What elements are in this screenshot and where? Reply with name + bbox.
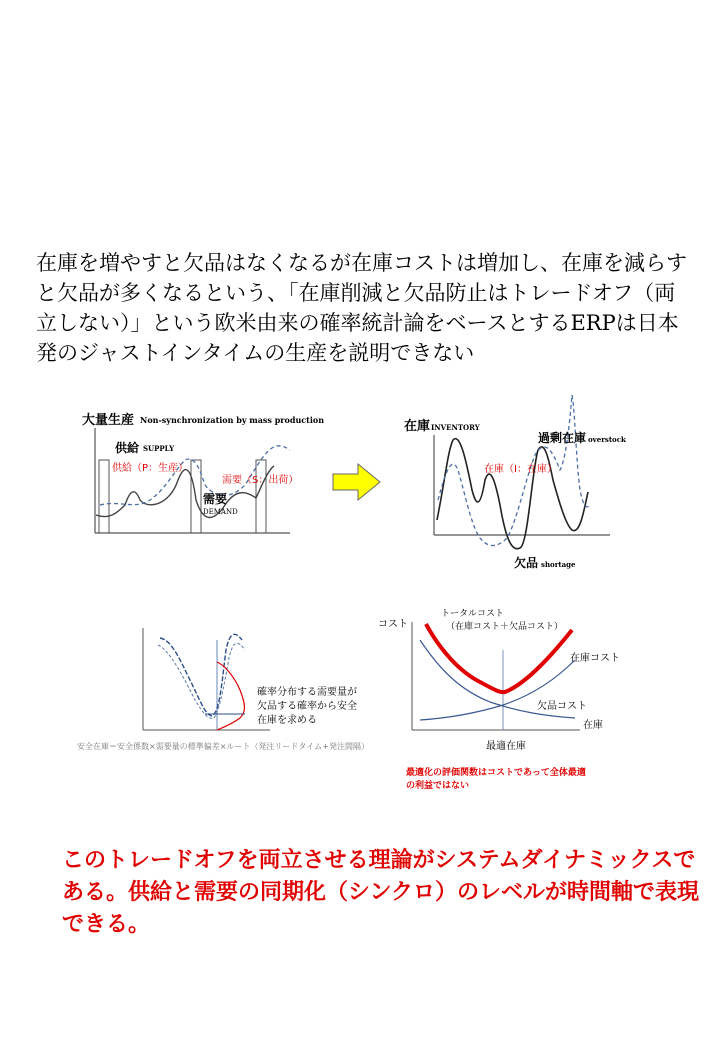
fig4-optimal-label: 最適在庫 (486, 741, 526, 752)
intro-text: 在庫を増やすと欠品はなくなるが在庫コストは増加し、在庫を減らすと欠品が多くなるという、「在庫削減と欠品防止はトレードオフ（両立しない）」という欧米由来の確率統計論をベースとするERPは日本発のジャストインタイムの生産を説明できない (36, 251, 687, 365)
fig1-supply-label: 供給 (115, 441, 140, 455)
fig4-cost-tradeoff (378, 608, 620, 791)
fig1-demand-en: DEMAND (203, 508, 238, 516)
fig4-total-line2: （在庫コスト＋欠品コスト） (446, 622, 564, 632)
fig4-inventory-cost-label: 在庫コスト (570, 653, 620, 664)
fig2-inventory (404, 395, 626, 570)
fig1-demand-label: 需要 (203, 492, 228, 506)
fig3-safety-stock (77, 628, 369, 751)
fig4-x-label: 在庫 (583, 720, 603, 731)
fig4-total-line1: トータルコスト (441, 609, 505, 619)
fig4-note-line1: 最適化の評価関数はコストであって全体最適 (406, 768, 586, 778)
fig3-distribution-curve (217, 662, 245, 730)
conclusion-text: このトレードオフを両立させる理論がシステムダイナミックスである。供給と需要の同期化（シンクロ）のレベルが時間軸で表現できる。 (62, 848, 700, 937)
fig1-title-en: Non-synchronization by mass production (140, 415, 325, 425)
fig4-total-cost-curve (426, 624, 572, 692)
fig1-supply-en: SUPPLY (143, 444, 175, 453)
fig3-note-line2: 欠品する確率から安全 (257, 701, 357, 712)
fig2-overstock-en: overstock (588, 435, 626, 444)
fig1-supply-red: 供給（P：生産） (112, 463, 189, 474)
fig4-note-line2: の利益ではない (406, 781, 470, 791)
fig1-demand-red: 需要（S：出荷） (222, 475, 299, 486)
fig3-formula: 安全在庫＝安全係数×需要量の標準偏差×ルート（発注リードタイム+発注間隔） (77, 742, 369, 751)
fig2-inventory-en: INVENTORY (431, 423, 480, 432)
fig2-inventory-curve (437, 439, 588, 549)
fig4-y-label: コスト (378, 619, 408, 630)
fig2-inventory-label: 在庫 (404, 419, 431, 434)
fig4-shortage-cost-label: 欠品コスト (537, 701, 587, 712)
arrow-right-icon (333, 464, 380, 500)
fig1-mass-production (82, 412, 324, 533)
fig2-shortage-label: 欠品 (514, 556, 539, 570)
fig1-block-1 (99, 460, 109, 533)
fig3-note-line1: 確率分布する需要量が (257, 687, 357, 698)
fig3-demand-curve-1 (160, 634, 242, 716)
fig1-title: 大量生産 (82, 413, 135, 428)
fig2-inventory-red: 在庫（I：在庫） (484, 464, 557, 475)
fig2-overstock-label: 過剰在庫 (538, 431, 587, 445)
fig3-note-line3: 在庫を求める (257, 715, 317, 726)
fig2-shortage-en: shortage (541, 560, 576, 569)
fig3-demand-curve-2 (158, 643, 245, 718)
fig1-block-3 (256, 460, 266, 533)
